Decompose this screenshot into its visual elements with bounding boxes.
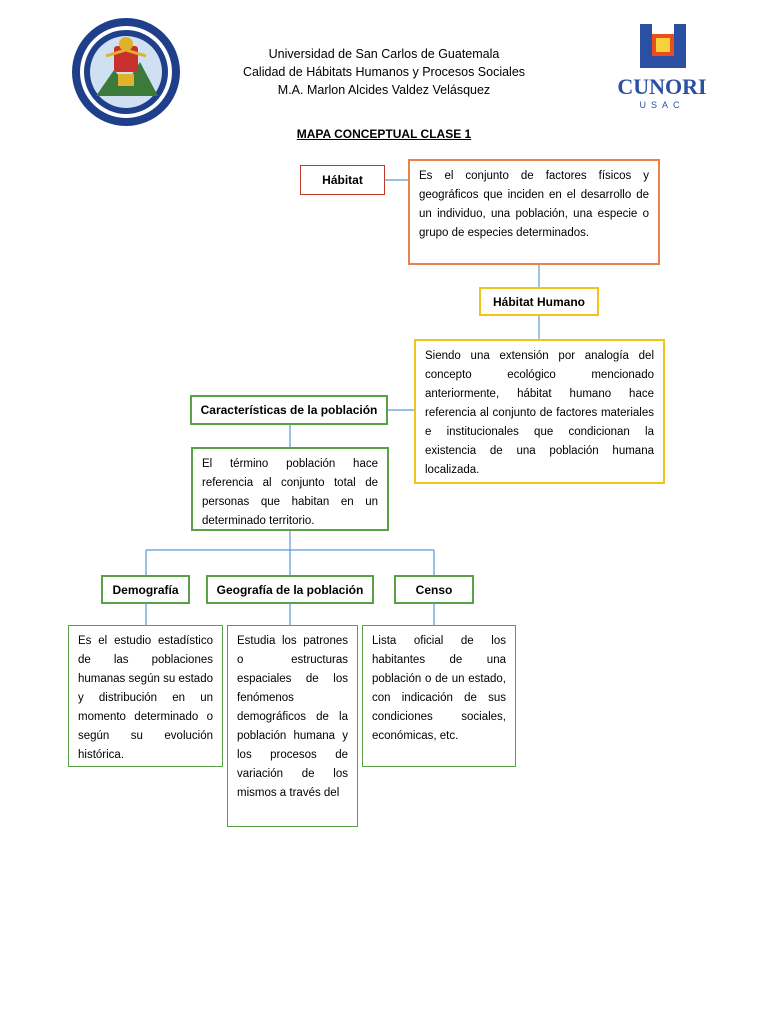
geografia-definition-text: Estudia los patrones o estructuras espaciales de los fenómenos demográficos de la población humana y los procesos de variación de los mismos a través del [237,635,348,799]
censo-definition-text: Lista oficial de los habitantes de una población o de un estado, con indicación de sus condiciones sociales, económicas, etc. [372,635,506,742]
node-demografia-definition [68,625,223,767]
university-name: Universidad de San Carlos de Guatemala [268,47,500,61]
node-caracteristicas: Características de la población [190,395,388,425]
professor-name: M.A. Marlon Alcides Valdez Velásquez [277,83,491,97]
node-habitat-definition [408,159,660,265]
node-censo-definition [362,625,516,767]
caracteristicas-definition-text: El término población hace referencia al conjunto total de personas que habitan en un determinado territorio. [202,458,378,527]
node-caracteristicas-definition [191,447,389,531]
usac-seal-logo [70,16,182,128]
node-demografia: Demografía [101,575,190,604]
node-habitat: Hábitat [300,165,385,195]
habitat-humano-definition-text: Siendo una extensión por analogía del concepto ecológico mencionado anteriormente, hábitat humano hace referencia al conjunto de factores materiales e institucionales que condicionan la existencia de una población humana localizada. [425,350,654,476]
node-censo: Censo [394,575,474,604]
course-name: Calidad de Hábitats Humanos y Procesos Sociales [242,65,526,79]
cunori-logo [610,20,710,120]
node-geografia: Geografía de la población [206,575,374,604]
cunori-logo-subtext: USAC [639,100,685,110]
node-geografia-definition [227,625,358,827]
page-title: MAPA CONCEPTUAL CLASE 1 [296,127,472,141]
node-habitat-humano-definition [414,339,665,484]
demografia-definition-text: Es el estudio estadístico de las poblaciones humanas según su estado y distribución en un momento determinado o según su evolución histórica. [78,635,213,761]
node-habitat-humano: Hábitat Humano [479,287,599,316]
cunori-logo-text: CUNORI [617,74,707,99]
habitat-definition-text: Es el conjunto de factores físicos y geográficos que inciden en el desarrollo de un individuo, una población, una especie o grupo de especies determinados. [419,170,649,239]
